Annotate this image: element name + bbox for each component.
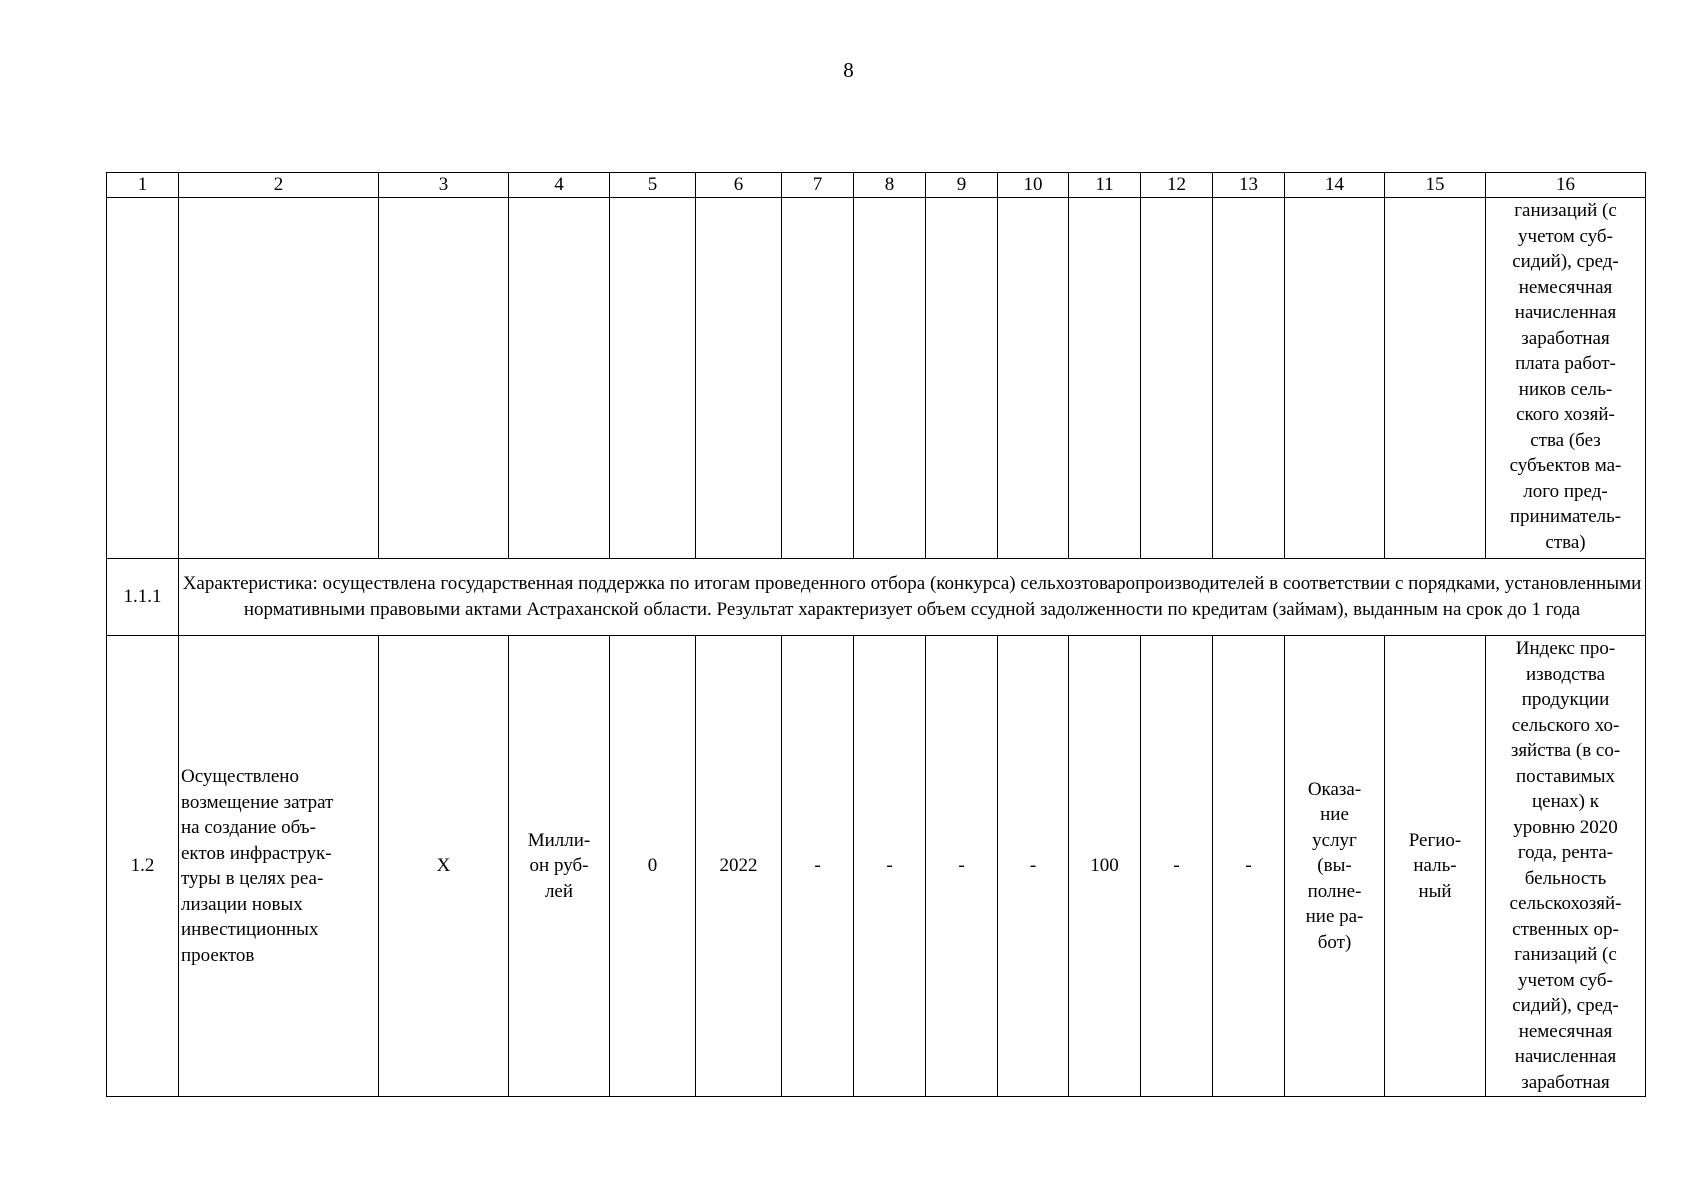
- table-row: [107, 636, 1646, 1097]
- column-number: 12: [1141, 173, 1213, 198]
- result-name-cell: Осуществлено возмещение затрат на создание объ- ектов инфраструк- туры в целях реа- лизации новых инвестиционных проектов: [179, 636, 379, 1097]
- cell-col13: -: [1213, 636, 1285, 1097]
- column-number: 16: [1486, 173, 1646, 198]
- column-number: 2: [179, 173, 379, 198]
- level-cell: Регио- наль- ный: [1385, 636, 1486, 1097]
- column-number: 3: [379, 173, 509, 198]
- characteristic-text: Характеристика: осуществлена государственная поддержка по итогам проведенного отбора (конкурса) сельхозтоваропроизводителей в соответствии с порядками, установленными нормативными правовыми актами Астраханской области. Результат характеризует объем ссудной задолженности по кредитам (займам), выданным на срок до 1 года: [179, 559, 1646, 636]
- column-number: 5: [610, 173, 696, 198]
- column-number: 10: [998, 173, 1069, 198]
- column-number: 13: [1213, 173, 1285, 198]
- column-number: 8: [854, 173, 926, 198]
- result-type-cell: Оказа- ние услуг (вы- полне- ние ра- бот): [1285, 636, 1385, 1097]
- column-number: 6: [696, 173, 782, 198]
- base-year-cell: 2022: [696, 636, 782, 1097]
- column-number: 4: [509, 173, 610, 198]
- column-number: 7: [782, 173, 854, 198]
- page-number: 8: [843, 58, 854, 82]
- column-number-row: [107, 173, 1646, 198]
- base-value-cell: 0: [610, 636, 696, 1097]
- characteristic-row: [107, 559, 1646, 636]
- indicator-text-cell: ганизаций (с учетом суб- сидий), сред- немесячная начисленная заработная плата работ- ников сель- ского хозяй- ства (без субъектов ма- лого пред- приниматель- ства): [1486, 198, 1646, 559]
- column-number: 15: [1385, 173, 1486, 198]
- cell-col3: Х: [379, 636, 509, 1097]
- cell-col9: -: [926, 636, 998, 1097]
- cell-col10: -: [998, 636, 1069, 1097]
- continuation-row: [107, 198, 1646, 559]
- column-number: 9: [926, 173, 998, 198]
- unit-cell: Милли- он руб- лей: [509, 636, 610, 1097]
- cell-col11: 100: [1069, 636, 1141, 1097]
- row-number: 1.1.1: [107, 559, 179, 636]
- row-number: 1.2: [107, 636, 179, 1097]
- cell-col12: -: [1141, 636, 1213, 1097]
- cell-col8: -: [854, 636, 926, 1097]
- column-number: 11: [1069, 173, 1141, 198]
- cell-col7: -: [782, 636, 854, 1097]
- column-number: 14: [1285, 173, 1385, 198]
- column-number: 1: [107, 173, 179, 198]
- indicator-table: [106, 172, 1646, 1097]
- indicator-text-cell: Индекс про- изводства продукции сельского хо- зяйства (в со- поставимых ценах) к уровню 2020 года, рента- бельность сельскохозяй- ственных ор- ганизаций (с учетом суб- сидий), сред- немесячная начисленная заработная: [1486, 636, 1646, 1097]
